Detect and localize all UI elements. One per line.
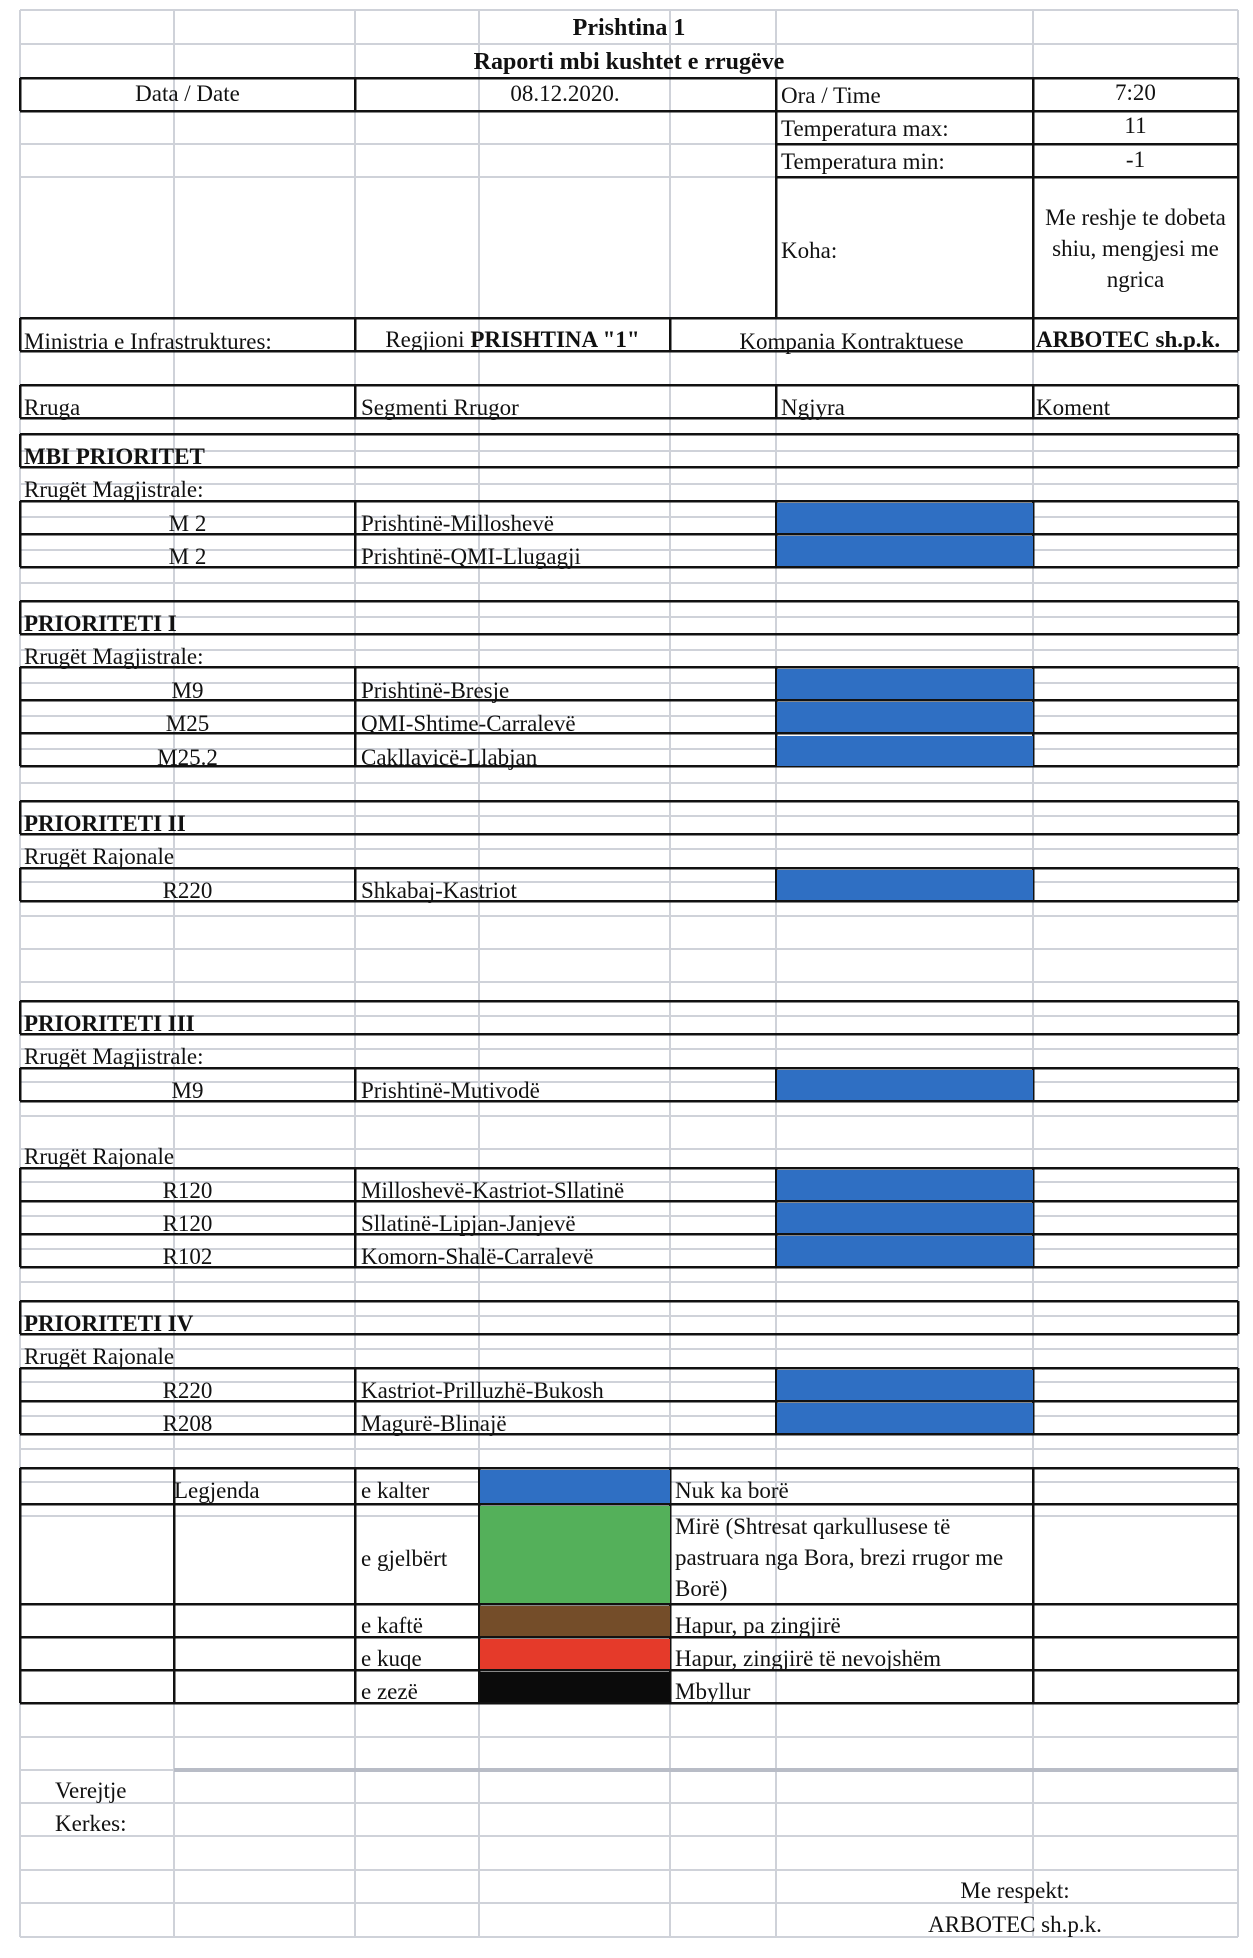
legend-swatch [480,1639,670,1669]
legend-title: Legjenda [174,1478,260,1503]
section-subtitle: Rrugët Rajonale [24,844,175,869]
status-color-cell [777,536,1033,566]
col-segment: Segmenti Rrugor [361,395,519,420]
region-name: PRISHTINA "1" [470,327,640,352]
legend-color-name: e kaftë [361,1613,423,1638]
tmin-label: Temperatura min: [781,149,945,174]
road-code: M 2 [168,544,207,569]
road-segment: Magurë-Blinajë [361,1411,507,1436]
legend-swatch [480,1606,670,1636]
road-segment: Cakllavicë-Llabjan [361,745,538,770]
col-color: Ngjyra [781,395,845,420]
section-title-mbi: MBI PRIORITET [24,444,205,469]
road-code: R120 [162,1211,213,1236]
road-segment: QMI-Shtime-Carralevë [361,711,576,736]
road-code: M25 [165,711,210,736]
road-code: M9 [171,1078,204,1103]
road-segment: Prishtinë-Bresje [361,678,510,703]
legend-desc: Hapur, zingjirë të nevojshëm [675,1646,942,1671]
contractor-name: ARBOTEC sh.p.k. [1036,327,1221,352]
report-subtitle: Raporti mbi kushtet e rrugëve [473,49,785,75]
road-code: R120 [162,1178,213,1203]
remarks-label: Verejtje [55,1778,127,1803]
legend-color-name: e kalter [361,1478,430,1503]
legend-desc: Mbyllur [675,1679,751,1704]
road-code: R220 [162,878,213,903]
road-segment: Sllatinë-Lipjan-Janjevë [361,1211,576,1236]
section-subtitle: Rrugët Magjistrale: [24,477,204,502]
road-segment: Komorn-Shalë-Carralevë [361,1244,594,1269]
status-color-cell [777,1170,1033,1200]
section-title-p4: PRIORITETI IV [24,1311,194,1336]
section-subtitle: Rrugët Rajonale [24,1144,175,1169]
signature: ARBOTEC sh.p.k. [928,1912,1102,1937]
tmin-value: -1 [1125,147,1146,172]
road-segment: Kastriot-Prilluzhë-Bukosh [361,1378,604,1403]
road-code: M 2 [168,511,207,536]
status-color-cell [777,503,1033,533]
legend-swatch [480,1672,670,1702]
legend-color-name: e kuqe [361,1646,422,1671]
ministry-label: Ministria e Infrastruktures: [24,329,272,354]
status-color-cell [777,1370,1033,1400]
section-subtitle: Rrugët Magjistrale: [24,644,204,669]
section-title-p2: PRIORITETI II [24,811,186,836]
time-value: 7:20 [1115,80,1156,105]
section-title-p3: PRIORITETI III [24,1011,195,1036]
legend-desc: Mirë (Shtresat qarkullusese të pastruara nga Bora, brezi rrugor me Borë) [675,1514,1004,1601]
col-road: Rruga [24,395,81,420]
section-title-p1: PRIORITETI I [24,611,177,636]
tmax-label: Temperatura max: [781,116,949,141]
status-color-cell [777,1236,1033,1266]
road-segment: Shkabaj-Kastriot [361,878,517,903]
col-comment: Koment [1036,395,1111,420]
section-subtitle: Rrugët Magjistrale: [24,1044,204,1069]
legend-swatch [480,1470,670,1503]
road-segment: Prishtinë-Milloshevë [361,511,554,536]
weather-value: Me reshje te dobeta shiu, mengjesi me ngrica [1045,205,1226,292]
status-color-cell [777,669,1033,699]
status-color-cell [777,1403,1033,1433]
legend-color-name: e gjelbërt [361,1546,448,1571]
road-code: R220 [162,1378,213,1403]
weather-label: Koha: [781,238,838,263]
date-value: 08.12.2020. [510,81,620,106]
status-color-cell [777,1070,1033,1100]
road-segment: Prishtinë-Mutivodë [361,1078,540,1103]
report-title: Prishtina 1 [572,15,686,41]
road-code: M25.2 [157,745,218,770]
contractor-label: Kompania Kontraktuese [739,329,964,354]
road-segment: Prishtinë-QMI-Llugagji [361,544,581,569]
date-label: Data / Date [135,81,240,106]
region-prefix: Regjioni [385,327,465,352]
status-color-cell [777,736,1033,766]
legend-desc: Hapur, pa zingjirë [675,1613,841,1638]
legend-color-name: e zezë [361,1679,418,1704]
time-label: Ora / Time [781,83,881,108]
requests-label: Kerkes: [55,1811,127,1836]
legend-desc: Nuk ka borë [675,1478,789,1503]
road-segment: Milloshevë-Kastriot-Sllatinë [361,1178,625,1203]
status-color-cell [777,870,1033,900]
road-code: R208 [162,1411,213,1436]
road-code: R102 [162,1244,213,1269]
status-color-cell [777,1203,1033,1233]
region-cell [355,324,670,356]
tmax-value: 11 [1124,113,1147,138]
section-subtitle: Rrugët Rajonale [24,1344,175,1369]
road-code: M9 [171,678,204,703]
status-color-cell [777,702,1033,732]
legend-swatch [480,1506,670,1603]
regards-label: Me respekt: [960,1878,1070,1903]
